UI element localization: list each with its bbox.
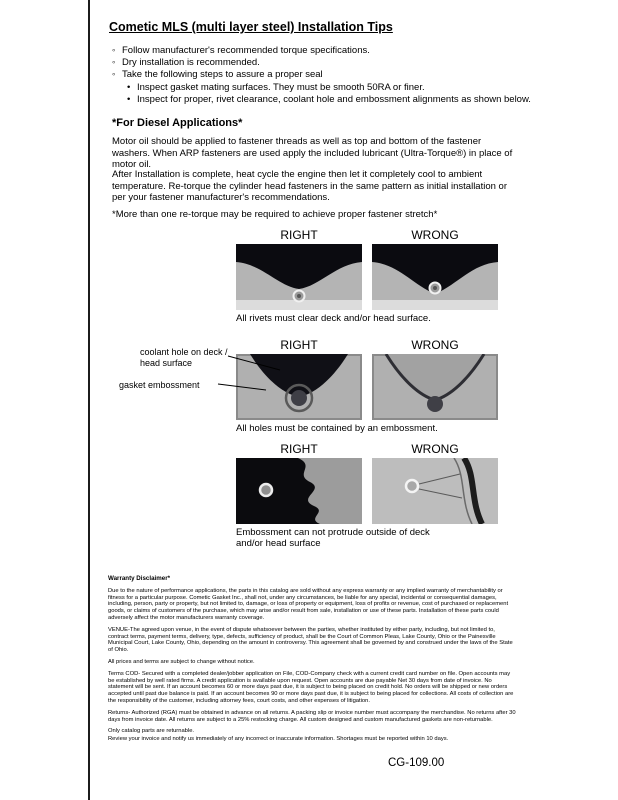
list-item	[112, 69, 531, 81]
list-item	[112, 57, 531, 69]
bullet-icon: ◦	[112, 69, 116, 81]
bullet-icon: ◦	[112, 45, 116, 56]
warranty-disclaimer-section	[108, 576, 516, 748]
bullet-icon: ◦	[112, 57, 116, 69]
bullet-icon: •	[127, 93, 131, 105]
diesel-paragraph-2: After Installation is complete, heat cycle the engine then let it completely cool to ambient temperature. Re-torque the cylinder head fasteners in the same pattern as initial installation or per your fastener manufacturer's recommendations.	[112, 169, 507, 204]
hole-right-diagram	[236, 354, 362, 420]
rivet-wrong-diagram	[372, 244, 498, 310]
figure-labels	[236, 442, 498, 456]
installation-tips-list	[112, 45, 531, 106]
legal-paragraph: VENUE-The agreed upon venue, in the event of dispute whatsoever between the parties, whether instituted by either party, including, but not limited to, contract terms, payment terms, delivery, type, defects, sufficiency of product, shall be the Court of Common Pleas, Lake County, Ohio or the Painesville Municipal Court, Lake County, Ohio, depending on the amount in controversy. This agreement shall be governed by and construed under the laws of the State of Ohio.	[108, 626, 513, 654]
bullet-icon: •	[127, 81, 131, 93]
figure-caption: All holes must be contained by an embossment.	[236, 423, 438, 434]
diagram-section	[119, 228, 498, 549]
figure-images	[236, 354, 498, 420]
figure-images	[236, 244, 498, 310]
list-item-text: Dry installation is recommended.	[122, 57, 260, 69]
figure-caption: All rivets must clear deck and/or head surface.	[236, 313, 431, 324]
figure-row-rivets	[236, 228, 498, 324]
gasket-embossment-annotation: gasket embossment	[119, 380, 200, 390]
page-edge-line	[88, 0, 90, 800]
figure-images	[236, 458, 498, 524]
wrong-label: WRONG	[411, 338, 459, 352]
rivet-right-diagram	[236, 244, 362, 310]
legal-paragraph: Review your invoice and notify us immediately of any incorrect or inaccurate information. Shortages must be reported within 10 days.	[108, 736, 449, 743]
legal-paragraph: Only catalog parts are returnable.	[108, 728, 195, 735]
legal-paragraph: Due to the nature of performance applications, the parts in this catalog are sold without any express warranty or any implied warranty of merchantability or fitness for a particular purpose. Cometic Gasket Inc., shall not, under any circumstances, be liable for any special, incidental or consequential damages, including, person, party or property, but not limited to, damage, or loss of property or equipment, loss of profits or revenue, cost of purchased or replacement goods, or claims of customers of the purchase, which may arise and/or result from sale, installation or use of these parts. Installation of these parts could adversely affect the motor manufacturers warranty coverage.	[108, 587, 509, 621]
coolant-hole-annotation: coolant hole on deck / head surface	[140, 347, 228, 368]
hole-wrong-diagram	[372, 354, 498, 420]
wrong-label: WRONG	[411, 442, 459, 456]
page-number: CG-109.00	[388, 757, 445, 769]
diesel-applications-heading: *For Diesel Applications*	[112, 117, 243, 129]
figure-row-embossment	[236, 442, 498, 549]
list-item	[112, 45, 531, 57]
warranty-disclaimer-heading: Warranty Disclaimer*	[108, 575, 171, 582]
list-item-text: Inspect gasket mating surfaces. They must be smooth 50RA or finer.	[137, 81, 425, 93]
figure-row-holes	[119, 338, 498, 434]
right-label: RIGHT	[280, 228, 318, 242]
legal-paragraph: Terms COD- Secured with a completed dealer/jobber application on File, COD-Company check with a current credit card number on file. Open accounts may be established by well rated firms. A credit application is available upon request. Open accounts are due payable Net 30 days from date of invoice. No statement will be sent. If an account becomes 60 or more days past due, it is subject to being placed on credit hold. No orders will be shipped or new orders accepted until past due balance is paid. If an account becomes 90 or more days past due, it is subject to being placed for collections. All costs of collection are the responsibility of the customer, including attorney fees, court costs, and other expenses of litigation.	[108, 670, 514, 704]
list-item	[112, 94, 531, 106]
legal-paragraph: Returns- Authorized (RGA) must be obtained in advance on all returns. A packing slip or invoice number must accompany the merchandise. No returns after 30 days from invoice date. All returns are subject to a 25% restocking charge. All custom designed and custom manufactured gaskets are non-returnable.	[108, 709, 516, 723]
retorque-note: *More than one re-torque may be required to achieve proper fastener stretch*	[112, 209, 438, 220]
list-item-text: Follow manufacturer's recommended torque specifications.	[122, 45, 370, 56]
legal-paragraph: All prices and terms are subject to change without notice.	[108, 658, 255, 665]
figure-caption: Embossment can not protrude outside of deck and/or head surface	[236, 527, 430, 549]
right-label: RIGHT	[280, 442, 318, 456]
figure-labels	[236, 228, 498, 242]
figure-labels	[236, 338, 498, 352]
embossment-wrong-diagram	[372, 458, 498, 524]
right-label: RIGHT	[280, 338, 318, 352]
embossment-right-diagram	[236, 458, 362, 524]
list-item-text: Inspect for proper, rivet clearance, coolant hole and embossment alignments as shown below.	[137, 93, 531, 105]
list-item-text: Take the following steps to assure a proper seal	[122, 69, 323, 81]
wrong-label: WRONG	[411, 228, 459, 242]
list-item	[112, 82, 531, 94]
page-title: Cometic MLS (multi layer steel) Installation Tips	[109, 20, 393, 34]
diesel-paragraph-1: Motor oil should be applied to fastener threads as well as top and bottom of the fastener washers. When ARP fasteners are used apply the included lubricant (Ultra-Torque®) in place of motor oil.	[112, 136, 513, 171]
